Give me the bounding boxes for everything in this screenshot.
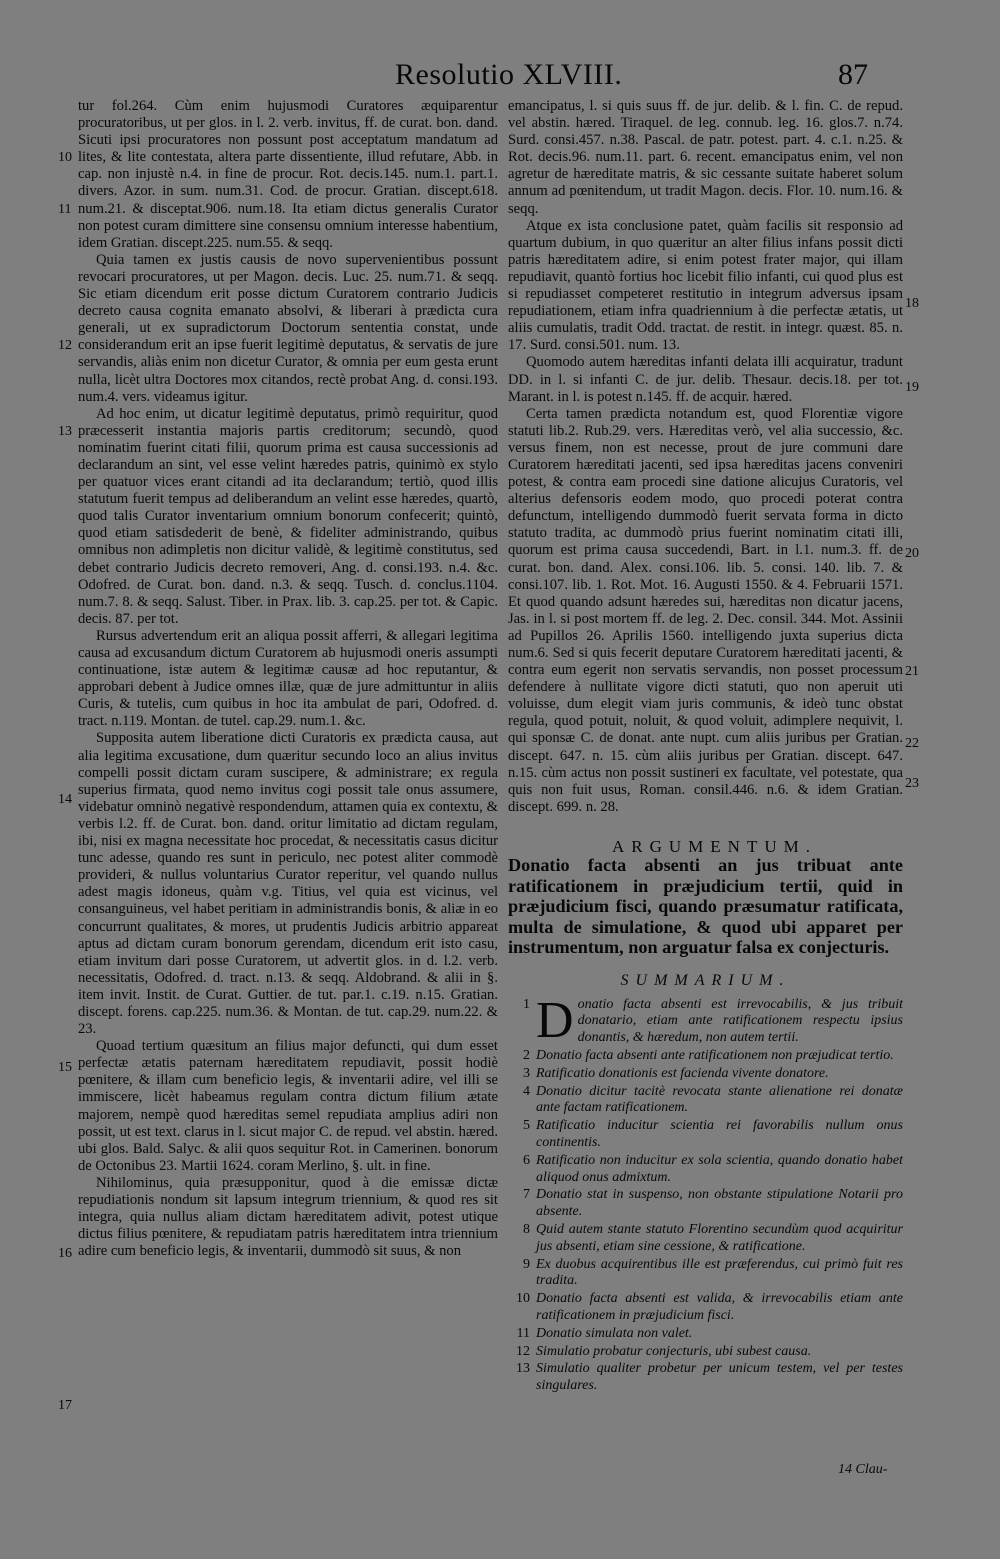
item-text: Simulatio probatur conjecturis, ubi subest causa.	[536, 1343, 812, 1359]
item-number: 13	[516, 1361, 530, 1377]
body-paragraph: Certa tamen prædicta notandum est, quod Florentiæ vigore statuti lib.2. Rub.29. vers. Hæreditas verò, vel alia successio, &c. versus finem, non est necesse, prout de jure communi dare Curatorem hæreditati jacenti, sed ipsa hæreditas jacens conveniri potest, & contra eam procedi sine datione alicujus Curatoris, vel alterius defensoris eodem modo, quo procedi poterat contra defunctum, intelligendo dummodò fuerit servata forma in dicto statuto tradita, ac dummodò prius fuerint nominatim citati illi, quorum est prima causa succedendi, Bart. in l.1. num.3. ff. de curat. bon. dand. Alex. consi.106. lib. 5. consi. 140. lib. 7. & consi.107. lib. 1. Rot. Mot. 16. Augusti 1550. & 4. Februarii 1571. Et quod quando adsunt hæredes sui, hæreditas non dicatur jacens, Jas. in l. si post mortem ff. de leg. 2. Dec. consil. 344. Mot. Assinii ad Pupillos 26. Aprilis 1560. intelligendo juxta superius dicta num.6. Sed si quis fecerit deputare Curatorem hæreditati jacenti, & contra eum egerit non servatis servandis, non posset processum defendere à nullitate vigore dicti statuti, quo non aperuit uti voluisse, dum elegit viam juris communis, & ideò tunc obstat regula, quod potuit, noluit, & quod voluit, adimplere nequivit, l. qui sponsæ C. de donat. ante nupt. cum aliis juribus per Gratian. discept. 647. n. 15. cùm aliis juribus per Gratian. discept. 647. n.15. cùm actus non possit sustineri ex facultate, vel potestate, qua quis non fuit usus, Roman. consil.446. n.6. & idem Gratian. discept. 699. n. 28.	[508, 405, 903, 815]
item-number: 2	[523, 1048, 530, 1064]
body-paragraph: Atque ex ista conclusione patet, quàm facilis sit responsio ad quartum dubium, in quo quæritur an alter filius infans possit dicti patris hæreditatem adire, si enim potest frater major, qui illam repudiavit, quantò fortius hoc licebit filio infanti, cui quod plus est si repudiasset competeret restitutio in integrum adversus ipsam repudiationem, etiam infra quadriennium à die perfectæ ætatis, ut aliis cumulatis, tradit Odd. tractat. de restit. in integr. quæst. 85. n. 17. Surd. consi.501. num. 13.	[508, 217, 903, 354]
margin-number: 17	[58, 1398, 72, 1413]
body-paragraph: emancipatus, l. si quis suus ff. de jur. delib. & l. fin. C. de repud. vel abstin. hæred. Tiraquel. de leg. connub. leg. 16. glos.7. n.74. Surd. consi.457. n.38. Pascal. de patr. potest. part. 4. c.1. n.25. & Rot. decis.96. num.11. part. 6. recent. emancipatus enim, vel non agretur de hæreditate matris, & sic cessante suitate haberet solum annum ad pœnitendum, ut tradit Magon. decis. Flor. 10. num.16. & seqq.	[508, 98, 903, 217]
argumentum-section	[508, 838, 903, 958]
catchword: 14 Clau-	[838, 1462, 888, 1477]
item-text: Ratificatio inducitur scientia rei favorabilis nullum onus continentis.	[536, 1118, 903, 1150]
item-text: onatio facta absenti est irrevocabilis, & jus tribuit donatario, etiam ante ratificationem respectu ipsius donantis, & hæredum, non autem tertii.	[577, 996, 903, 1046]
item-number: 8	[523, 1221, 530, 1237]
item-number: 12	[516, 1343, 530, 1359]
item-text: Ratificatio donationis est facienda vivente donatore.	[536, 1065, 829, 1081]
summarium-item	[508, 1153, 903, 1187]
summarium-item	[508, 1326, 903, 1343]
drop-cap: D	[536, 991, 574, 1049]
summarium-item	[508, 1187, 903, 1221]
summarium-item	[508, 1066, 903, 1083]
margin-number: 10	[58, 150, 72, 165]
item-number: 6	[523, 1152, 530, 1168]
summarium-item	[508, 1291, 903, 1325]
margin-number: 15	[58, 1060, 72, 1075]
item-text: Donatio stat in suspenso, non obstante stipulatione Notarii pro absente.	[536, 1187, 903, 1220]
summarium-heading: SUMMARIUM.	[620, 971, 791, 989]
body-paragraph: Ad hoc enim, ut dicatur legitimè deputatus, primò requiritur, quod præcesserit instantia majoris partis creditorum; secundò, quod nominatim fuerint citati filii, quorum prima est causa successionis ad declarandum an sint, vel esse velint hæredes patris, quinimò ex stylo per quatuor vices erant citandi ad ita declarandum; tertiò, quod illis statutum fuerit tempus ad deliberandum an velint esse hæredes, quartò, quod talis Curator inventarium omnium bonorum confecerit; quintò, quod etiam satisdederit de benè, & fideliter administrando, quibus omnibus non adimpletis non dicitur validè, & legitimè constitutus, sed debet contrario Judicis decreto removeri, Ang. d. consi.193. n.4. &c. Odofred. de Curat. bon. dand. n.3. & seqq. Tusch. d. conclus.1104. num.7. 8. & seqq. Salust. Tiber. in Prax. lib. 3. cap.25. per tot. & Capic. decis. 87. per tot.	[78, 405, 498, 627]
margin-number: 13	[58, 424, 72, 439]
item-number: 10	[516, 1291, 530, 1307]
margin-number: 21	[905, 664, 919, 679]
page-header	[0, 58, 1000, 94]
item-number: 7	[523, 1187, 530, 1203]
summarium-item	[508, 1344, 903, 1361]
body-paragraph: Quomodo autem hæreditas infanti delata illi acquiratur, tradunt DD. in l. si infanti C. de jur. delib. Thesaur. decis.18. per tot. Marant. in l. is potest n.145. ff. de acquir. hæred.	[508, 354, 903, 405]
body-paragraph: tur fol.264. Cùm enim hujusmodi Curatores æquiparentur procuratoribus, ut per glos. in l. 2. verb. invitus, ff. de curat. bon. dand. Sicuti ipsi procuratores non possunt post acceptatum mandatum ad lites, & lite contestata, altera parte dissentiente, illud refutare, Abb. in cap. non injustè n.4. in fine de procur. Rot. decis.145. num.1. part.1. divers. Azor. in sum. num.31. Cod. de procur. Gratian. discept.618. num.21. & disceptat.906. num.18. Ita etiam dictus generalis Curator non potest curam dimittere sine consensu omnium interesse habentium, idem Gratian. discept.225. num.55. & seqq.	[78, 98, 498, 251]
item-text: Donatio facta absenti ante ratificationem non præjudicat tertio.	[536, 1048, 894, 1064]
item-text: Donatio simulata non valet.	[536, 1325, 693, 1341]
margin-number: 19	[905, 380, 919, 395]
summarium-list	[508, 991, 903, 1395]
margin-number: 12	[58, 338, 72, 353]
item-text: Simulatio qualiter probetur per unicum testem, vel per testes singulares.	[536, 1361, 903, 1394]
right-text-column	[508, 98, 903, 1493]
item-number: 1	[523, 996, 530, 1012]
body-paragraph: Quia tamen ex justis causis de novo supervenientibus possunt revocari procuratores, ut per Magon. decis. Luc. 25. num.71. & seqq. Sic etiam dicendum erit posse dictum Curatorem contrario Judicis decreto causa cognita emanato absolvi, & liberari à prædicta cura generali, ut ex supradictorum Doctorum sententia constat, unde considerandum erit an ipse fuerit legitimè deputatus, & servatis de jure servandis, aliàs enim non dicetur Curator, & omnia per eum gesta erunt nulla, licèt ultra Doctores mox citandos, rectè probat Ang. d. consi.193. num.4. vers. videamus igitur.	[78, 251, 498, 405]
body-paragraph: Rursus advertendum erit an aliqua possit afferri, & allegari legitima causa ad excusandum dictum Curatorem ab hujusmodi oneris assumpti continuatione, istæ autem & legitimæ causæ ad hoc reputantur, & approbari debent à Judice omnes illæ, quæ de jure admittuntur in aliis Curis, & tutelis, cum quibus in hoc ita ambulat de pari, Odofred. d. tract. n.119. Montan. de tutel. cap.29. num.1. &c.	[78, 627, 498, 730]
item-text: Donatio facta absenti est valida, & irrevocabilis etiam ante ratificationem in præjudicium fisci.	[536, 1291, 903, 1323]
summarium-item	[508, 1257, 903, 1291]
summarium-item	[508, 1084, 903, 1118]
page-number: 87	[838, 58, 868, 91]
item-text: Ratificatio non inducitur ex sola scientia, quando donatio habet aliquod onus admixtum.	[536, 1152, 903, 1185]
body-paragraph: Supposita autem liberatione dicti Curatoris ex prædicta causa, aut alia legitima excusatione, dum quæritur secundo loco an alius invitus compelli possit dictam curam suscipere, & administrare; ex regula superius firmata, quod nemo invitus cogi possit tale onus assumere, videbatur omninò negativè respondendum, attamen quia ex contextu, & verbis l.2. ff. de Curat. bon. dand. oritur limitatio ad dictam regulam, ibi, nisi ex magna necessitate hoc procedat, & necessitatis casus dicitur tunc adesse, quando res sunt in periculo, nec potest aliter commodè provideri, & nullus voluntarius Curator reperitur, vel quando nullus adest magis idoneus, quàm v.g. Titius, vel quia est vicinus, vel consanguineus, vel habet peritiam in administrandis bonis, & aliæ in eo concurrunt qualitates, & mores, ut prudentis Judicis arbitrio appareat aptus ad dictam curam bonorum gerendam, dicendum erit isto casu, etiam invitum dari posse Curatorem, ut advertit glos. in d. l.2. verb. necessitatis, Odofred. d. tract. n.13. & seqq. Aldobrand. & alii in §. item invit. Instit. de Curat. Guttier. de tut. par.1. c.19. n.15. Gratian. discept. forens. cap.225. num.36. & Montan. de tut. cap.29. num.22. & 23.	[78, 730, 498, 1038]
item-number: 3	[523, 1065, 530, 1081]
argumentum-heading: ARGUMENTUM.	[612, 836, 817, 856]
summarium-item	[508, 1048, 903, 1065]
item-text: Donatio dicitur tacitè revocata stante alienatione rei donatæ ante factam ratificationem.	[536, 1083, 903, 1116]
margin-number: 18	[905, 296, 919, 311]
left-text-column	[78, 98, 498, 1538]
running-title: Resolutio XLVIII.	[395, 58, 623, 91]
item-number: 9	[523, 1256, 530, 1272]
item-text: Ex duobus acquirentibus ille est præferendus, cui primò fuit res tradita.	[536, 1256, 903, 1289]
item-text: Quid autem stante statuto Florentino secundùm quod acquiritur jus absenti, etiam sine cessione, & ratificatione.	[536, 1221, 903, 1254]
margin-number: 23	[905, 776, 919, 791]
summarium-item	[508, 1361, 903, 1395]
summarium-item	[508, 991, 903, 1049]
margin-number: 14	[58, 792, 72, 807]
argumentum-text: Donatio facta absenti an jus tribuat ante ratificationem in præjudicium tertii, quid in præjudicium fisci, quando præsumatur ratificata, multa de simulatione, & quod ubi apparet per instrumentum, non arguatur falsa ex conjecturis.	[508, 855, 903, 958]
margin-number: 11	[58, 202, 72, 217]
summarium-item	[508, 1118, 903, 1152]
item-number: 5	[523, 1118, 530, 1134]
summarium-item	[508, 1222, 903, 1256]
item-number: 4	[523, 1083, 530, 1099]
body-paragraph: Nihilominus, quia præsupponitur, quod à die emissæ dictæ repudiationis nondum sit lapsum integrum triennium, & quod res sit integra, quia nullus aliam dictam hæreditatem adivit, potest utique dictus filius pœnitere, & repudiatam patris hæreditatem intra triennium adire cum beneficio legis, & inventarii, dummodò sit suus, & non	[78, 1174, 498, 1260]
margin-number: 16	[58, 1246, 72, 1261]
margin-number: 20	[905, 546, 919, 561]
body-paragraph: Quoad tertium quæsitum an filius major defuncti, qui dum esset perfectæ ætatis paternam hæreditatem repudiavit, possit hodiè pœnitere, & illam cum beneficio legis, & inventarii adire, vel illi se immiscere, licèt habeamus regulam contra dictum filium ætate majorem, nempè quod hæreditas semel repudiata amplius adiri non possit, ut est text. clarus in l. sicut major C. de repud. vel abstin. hæred. ubi glos. Bald. Salyc. & alii quos sequitur Rot. in Camerinen. bonorum de Octonibus 23. Martii 1624. coram Merlino, §. ult. in fine.	[78, 1038, 498, 1174]
item-number: 11	[516, 1325, 530, 1341]
margin-number: 22	[905, 736, 919, 751]
